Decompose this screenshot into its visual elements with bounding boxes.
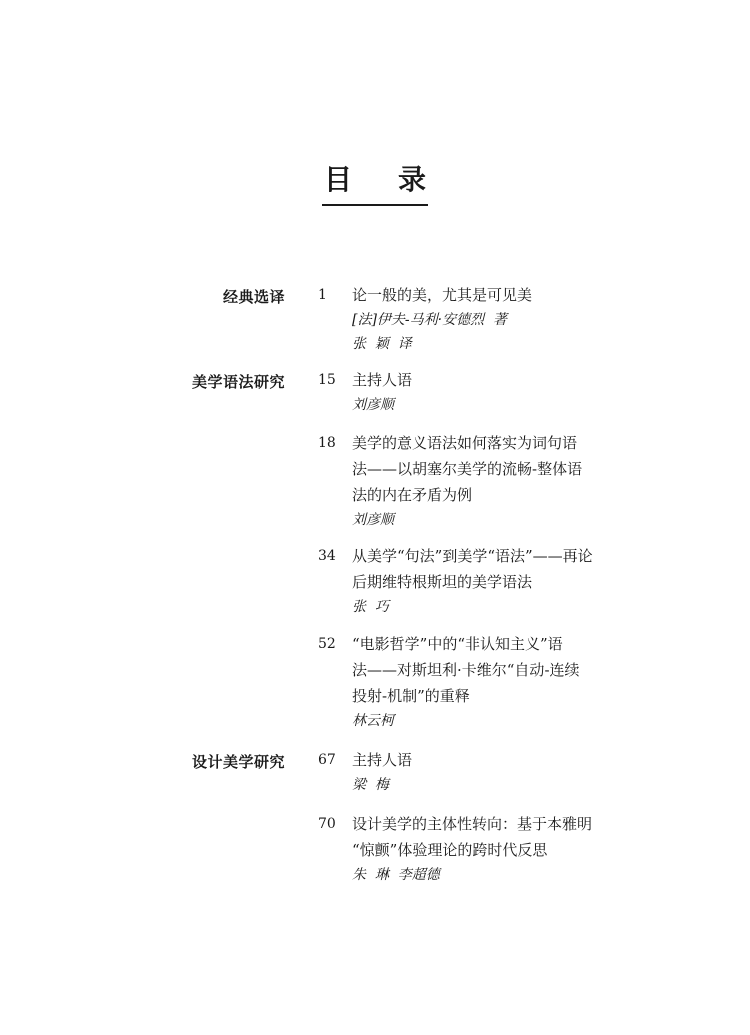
- page-number: 1: [318, 287, 327, 303]
- entry-title: 论一般的美，尤其是可见美: [352, 286, 533, 304]
- entry-author: 朱 琳 李超德: [352, 867, 440, 883]
- toc-entry[interactable]: [318, 282, 618, 356]
- toc-entry[interactable]: [318, 367, 618, 417]
- entry-author: 张 巧: [352, 599, 389, 615]
- entry-translator: 张 颖 译: [352, 336, 412, 352]
- entry-author: 林云柯: [352, 713, 394, 729]
- entry-title: 美学的意义语法如何落实为词句语: [352, 434, 578, 452]
- page-number: 34: [318, 548, 336, 564]
- page-number: 70: [318, 816, 336, 832]
- page-number: 15: [318, 372, 336, 388]
- title-char-left: 目: [323, 163, 352, 196]
- title-char-right: 录: [398, 163, 427, 196]
- toc-entry[interactable]: [318, 430, 618, 532]
- toc-entry[interactable]: [318, 631, 618, 733]
- entry-title: 从美学“句法”到美学“语法”——再论: [352, 547, 593, 565]
- entry-author: 梁 梅: [352, 777, 389, 793]
- entry-title: 后期维特根斯坦的美学语法: [352, 573, 533, 591]
- toc-entry[interactable]: [318, 543, 618, 619]
- page-number: 67: [318, 752, 336, 768]
- entry-author: 刘彦顺: [352, 512, 394, 528]
- toc-entry[interactable]: [318, 747, 618, 797]
- entry-title: 设计美学的主体性转向：基于本雅明: [352, 815, 593, 833]
- page-title: [0, 158, 750, 206]
- entry-title: 法——以胡塞尔美学的流畅-整体语: [352, 460, 583, 478]
- section-label-aesthetic-grammar: 美学语法研究: [191, 373, 285, 391]
- entry-author: 刘彦顺: [352, 397, 394, 413]
- entry-title: 法——对斯坦利·卡维尔“自动-连续: [352, 661, 580, 679]
- entry-author: [法]伊夫-马利·安德烈 著: [352, 312, 508, 328]
- entry-title: 法的内在矛盾为例: [352, 486, 473, 504]
- entry-title: “电影哲学”中的“非认知主义”语: [352, 635, 563, 653]
- page-number: 52: [318, 636, 336, 652]
- section-label-classics: 经典选译: [222, 288, 285, 306]
- entry-title: 投射-机制”的重释: [352, 687, 470, 705]
- toc-entry[interactable]: [318, 811, 618, 887]
- entry-title: 主持人语: [352, 371, 413, 389]
- section-label-design-aesthetics: 设计美学研究: [191, 753, 285, 771]
- entry-title: 主持人语: [352, 751, 413, 769]
- page-number: 18: [318, 435, 336, 451]
- entry-title: “惊颤”体验理论的跨时代反思: [352, 841, 548, 859]
